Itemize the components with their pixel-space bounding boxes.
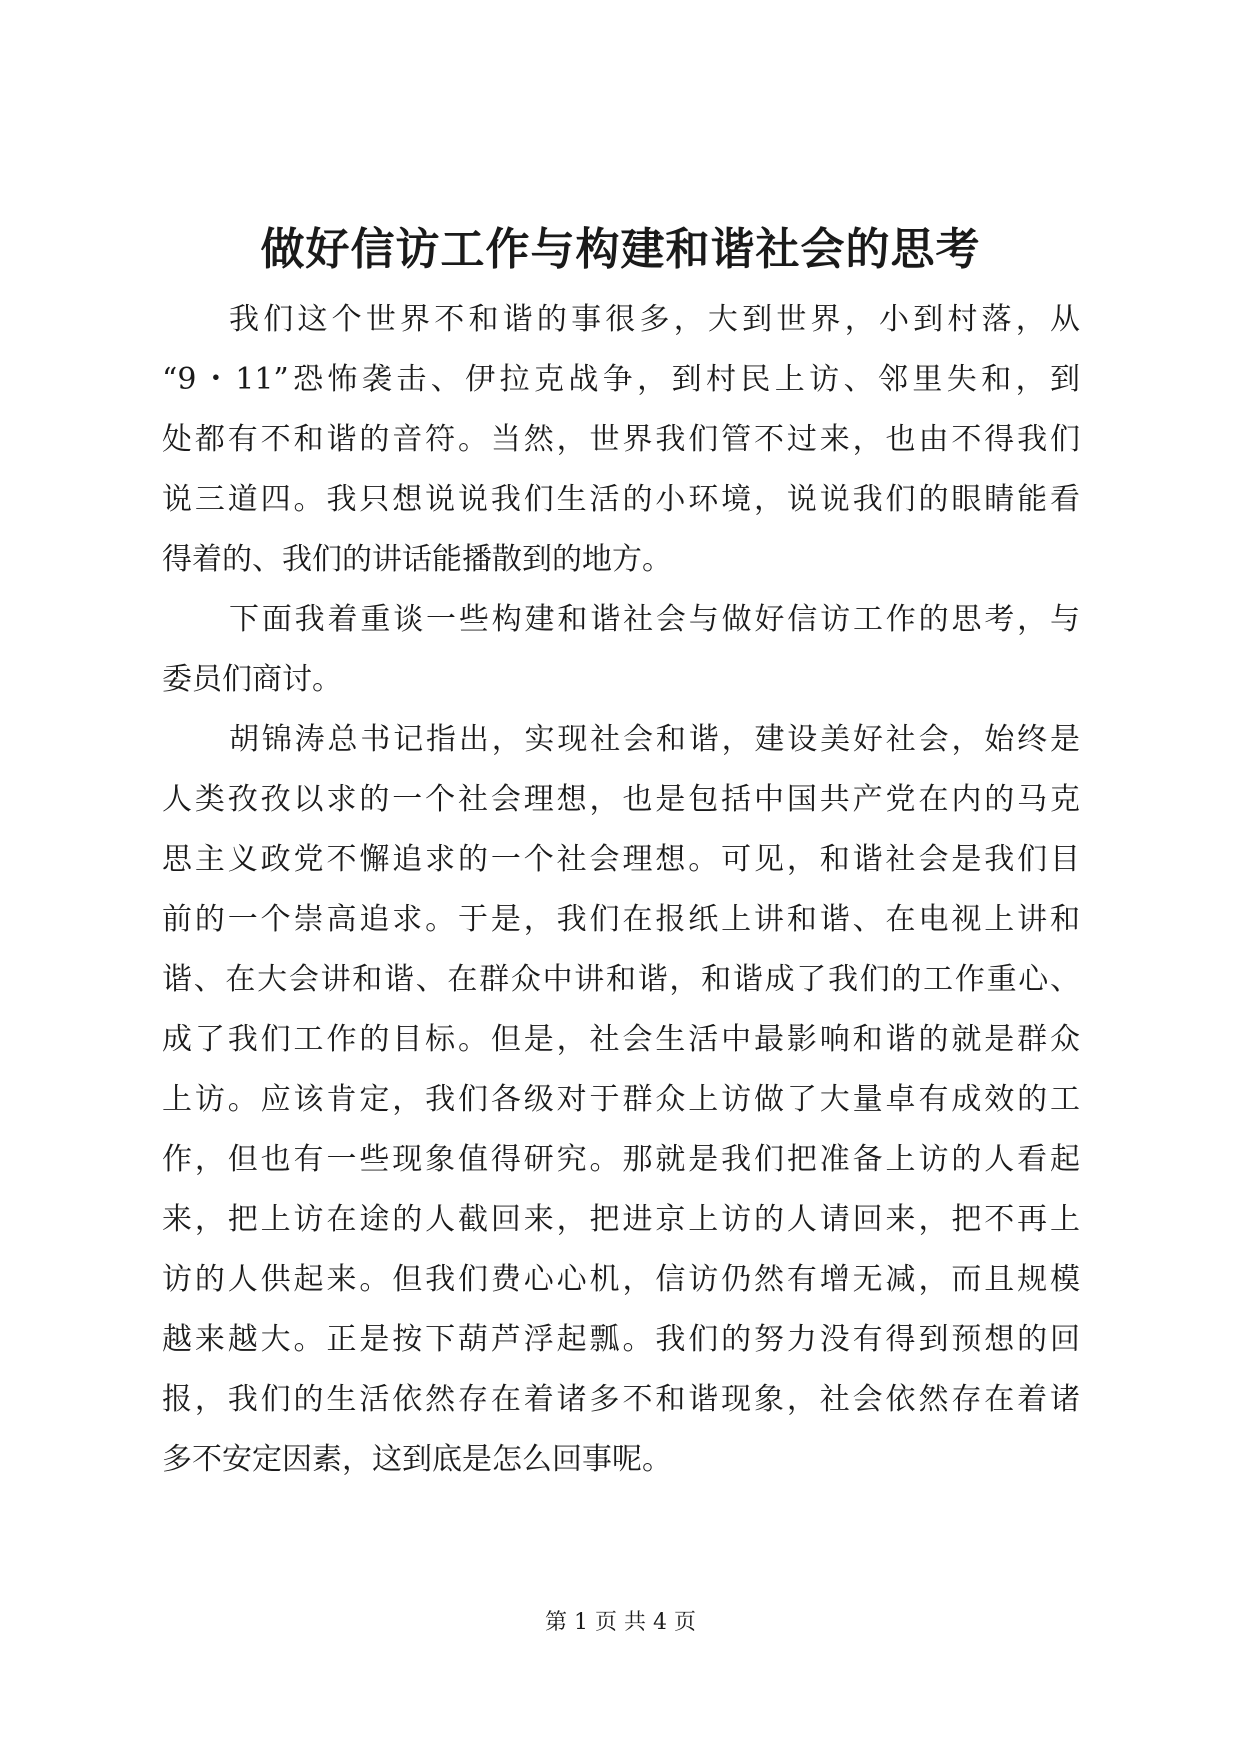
paragraph-line: 思主义政党不懈追求的一个社会理想。可见，和谐社会是我们目 bbox=[162, 842, 1080, 877]
paragraph-line: 越来越大。正是按下葫芦浮起瓢。我们的努力没有得到预想的回 bbox=[162, 1322, 1080, 1357]
paragraph-line: 得着的、我们的讲话能播散到的地方。 bbox=[162, 542, 672, 577]
document-body bbox=[162, 290, 1080, 1490]
paragraph-line: 成了我们工作的目标。但是，社会生活中最影响和谐的就是群众 bbox=[162, 1022, 1080, 1057]
paragraph-line: “9・11”恐怖袭击、伊拉克战争，到村民上访、邻里失和，到 bbox=[162, 362, 1080, 397]
paragraph-line: 下面我着重谈一些构建和谐社会与做好信访工作的思考，与 bbox=[229, 602, 1080, 637]
paragraph-line: 说三道四。我只想说说我们生活的小环境，说说我们的眼睛能看 bbox=[162, 482, 1080, 517]
paragraph-line: 处都有不和谐的音符。当然，世界我们管不过来，也由不得我们 bbox=[162, 422, 1080, 457]
paragraph-line: 委员们商讨。 bbox=[162, 662, 342, 697]
paragraph-line: 我们这个世界不和谐的事很多，大到世界，小到村落，从 bbox=[229, 302, 1080, 337]
paragraph-line: 人类孜孜以求的一个社会理想，也是包括中国共产党在内的马克 bbox=[162, 782, 1080, 817]
page-number-footer: 第 1 页 共 4 页 bbox=[545, 1610, 696, 1635]
paragraph-line: 来，把上访在途的人截回来，把进京上访的人请回来，把不再上 bbox=[162, 1202, 1080, 1237]
paragraph-line: 上访。应该肯定，我们各级对于群众上访做了大量卓有成效的工 bbox=[162, 1082, 1080, 1117]
paragraph-line: 胡锦涛总书记指出，实现社会和谐，建设美好社会，始终是 bbox=[229, 722, 1080, 757]
paragraph-line: 多不安定因素，这到底是怎么回事呢。 bbox=[162, 1442, 672, 1477]
paragraph-line: 访的人供起来。但我们费心心机，信访仍然有增无减，而且规模 bbox=[162, 1262, 1080, 1297]
document-title: 做好信访工作与构建和谐社会的思考 bbox=[260, 224, 981, 275]
paragraph-line: 前的一个崇高追求。于是，我们在报纸上讲和谐、在电视上讲和 bbox=[162, 902, 1080, 937]
paragraph-line: 谐、在大会讲和谐、在群众中讲和谐，和谐成了我们的工作重心、 bbox=[162, 962, 1080, 997]
paragraph-line: 报，我们的生活依然存在着诸多不和谐现象，社会依然存在着诸 bbox=[162, 1382, 1080, 1417]
paragraph-line: 作，但也有一些现象值得研究。那就是我们把准备上访的人看起 bbox=[162, 1142, 1080, 1177]
